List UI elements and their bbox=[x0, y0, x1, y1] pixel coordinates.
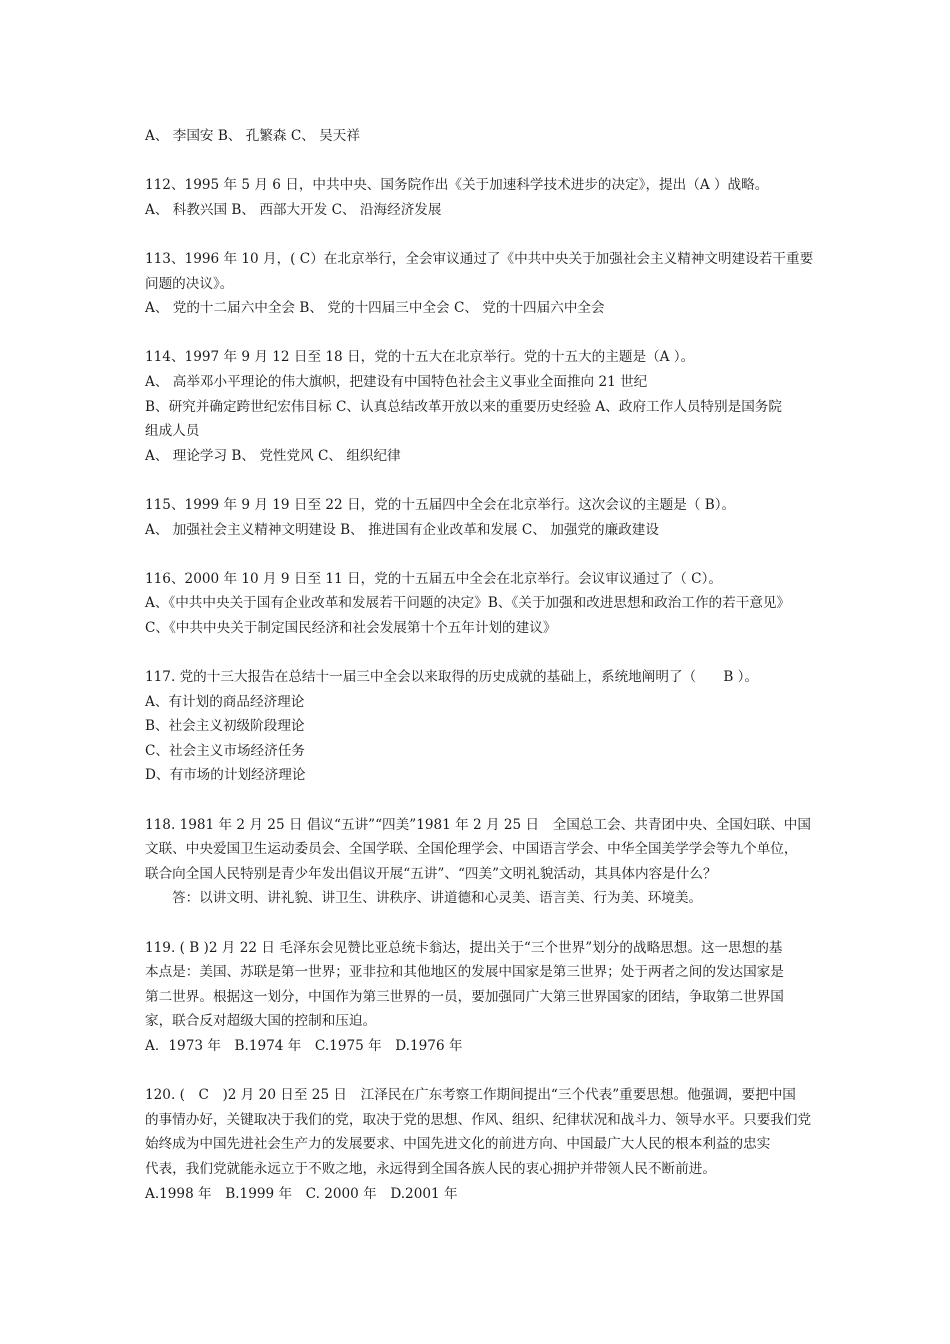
option-line: A、《中共中央关于国有企业改革和发展若干问题的决定》B、《关于加强和改进思想和政治工作的若干意见》 bbox=[145, 595, 791, 612]
paragraph-gap bbox=[145, 640, 813, 665]
question-text: 联合向全国人民特别是青少年发出倡议开展“五讲”、“四美”文明礼貌活动，其具体内容是什么？ bbox=[145, 865, 717, 882]
question-text: 本点是：美国、苏联是第一世界；亚非拉和其他地区的发展中国家是第三世界；处于两者之间的发达国家是 bbox=[145, 964, 784, 981]
option-line: A、有计划的商品经济理论 bbox=[145, 693, 305, 710]
question-120 bbox=[145, 1083, 813, 1206]
question-text: 文联、中央爱国卫生运动委员会、全国学联、全国伦理学会、中国语言学会、中华全国美学学会等九个单位， bbox=[145, 841, 798, 858]
question-text: 119. ( B )2 月 22 日 毛泽东会见赞比亚总统卡翁达，提出关于“三个世界”划分的战略思想。这一思想的基 bbox=[145, 939, 783, 956]
question-111-options bbox=[145, 124, 813, 149]
question-text: 始终成为中国先进社会生产力的发展要求、中国先进文化的前进方向、中国最广大人民的根本利益的忠实 bbox=[145, 1136, 771, 1153]
option-line: A．1973 年 B.1974 年 C.1975 年 D.1976 年 bbox=[145, 1037, 463, 1054]
question-112 bbox=[145, 173, 813, 222]
paragraph-gap bbox=[145, 1059, 813, 1084]
option-line: C、《中共中央关于制定国民经济和社会发展第十个五年计划的建议》 bbox=[145, 619, 557, 636]
paragraph-gap bbox=[145, 321, 813, 346]
option-line: B、社会主义初级阶段理论 bbox=[145, 718, 305, 735]
option-line: A、 高举邓小平理论的伟大旗帜，把建设有中国特色社会主义事业全面推向 21 世纪 bbox=[145, 373, 648, 390]
option-line: A、 科教兴国 B、 西部大开发 C、 沿海经济发展 bbox=[145, 201, 442, 218]
question-116 bbox=[145, 567, 813, 641]
option-line: 组成人员 bbox=[145, 423, 200, 440]
question-119 bbox=[145, 936, 813, 1059]
question-text: 114、1997 年 9 月 12 日至 18 日，党的十五大在北京举行。党的十五大的主题是（A ）。 bbox=[145, 349, 695, 366]
option-line: A.1998 年 B.1999 年 C. 2000 年 D.2001 年 bbox=[145, 1185, 458, 1202]
paragraph-gap bbox=[145, 542, 813, 567]
question-text: 115、1999 年 9 月 19 日至 22 日，党的十五届四中全会在北京举行。这次会议的主题是（ B）。 bbox=[145, 496, 736, 513]
question-115 bbox=[145, 493, 813, 542]
option-line: A、 理论学习 B、 党性党风 C、 组织纪律 bbox=[145, 447, 401, 464]
question-114 bbox=[145, 345, 813, 468]
question-text: 117. 党的十三大报告在总结十一届三中全会以来取得的历史成就的基础上，系统地阐明了（ B ）。 bbox=[145, 669, 759, 686]
question-text: 118. 1981 年 2 月 25 日 倡议“五讲”“四美”1981 年 2 月 25 日 全国总工会、共青团中央、全国妇联、中国 bbox=[145, 816, 811, 833]
question-117 bbox=[145, 665, 813, 788]
question-text: 112、1995 年 5 月 6 日，中共中央、国务院作出《关于加速科学技术进步的决定》，提出（A ）战略。 bbox=[145, 177, 769, 194]
question-text: 第二世界。根据这一划分，中国作为第三世界的一员，要加强同广大第三世界国家的团结，争取第二世界国 bbox=[145, 988, 784, 1005]
question-text: 问题的决议》。 bbox=[145, 275, 234, 292]
paragraph-gap bbox=[145, 788, 813, 813]
question-text: 家，联合反对超级大国的控制和压迫。 bbox=[145, 1013, 377, 1030]
question-text: 116、2000 年 10 月 9 日至 11 日，党的十五届五中全会在北京举行。会议审议通过了（ C）。 bbox=[145, 570, 722, 587]
option-line: A、 党的十二届六中全会 B、 党的十四届三中全会 C、 党的十四届六中全会 bbox=[145, 300, 605, 317]
question-text: 113、1996 年 10 月，( C）在北京举行，全会审议通过了《中共中央关于加强社会主义精神文明建设若干重要 bbox=[145, 250, 814, 267]
document-page bbox=[145, 124, 813, 1206]
option-line: A、 李国安 B、 孔繁森 C、 吴天祥 bbox=[145, 128, 360, 144]
option-line: D、有市场的计划经济理论 bbox=[145, 767, 306, 784]
question-118 bbox=[145, 813, 813, 911]
answer-text: 答：以讲文明、讲礼貌、讲卫生、讲秩序、讲道德和心灵美、语言美、行为美、环境美。 bbox=[172, 890, 703, 907]
question-text: 120. ( C )2 月 20 日至 25 日 江泽民在广东考察工作期间提出“三个代表”重要思想。他强调，要把中国 bbox=[145, 1087, 796, 1104]
question-text: 代表，我们党就能永远立于不败之地，永远得到全国各族人民的衷心拥护并带领人民不断前进。 bbox=[145, 1160, 716, 1177]
paragraph-gap bbox=[145, 149, 813, 174]
question-113 bbox=[145, 247, 813, 321]
option-line: B、研究并确定跨世纪宏伟目标 C、认真总结改革开放以来的重要历史经验 A、政府工作人员特别是国务院 bbox=[145, 398, 782, 415]
question-text: 的事情办好，关键取决于我们的党，取决于党的思想、作风、组织、纪律状况和战斗力、领导水平。只要我们党 bbox=[145, 1111, 812, 1128]
option-line: C、社会主义市场经济任务 bbox=[145, 742, 305, 759]
paragraph-gap bbox=[145, 911, 813, 936]
option-line: A、 加强社会主义精神文明建设 B、 推进国有企业改革和发展 C、 加强党的廉政建设 bbox=[145, 521, 659, 538]
paragraph-gap bbox=[145, 468, 813, 493]
paragraph-gap bbox=[145, 222, 813, 247]
